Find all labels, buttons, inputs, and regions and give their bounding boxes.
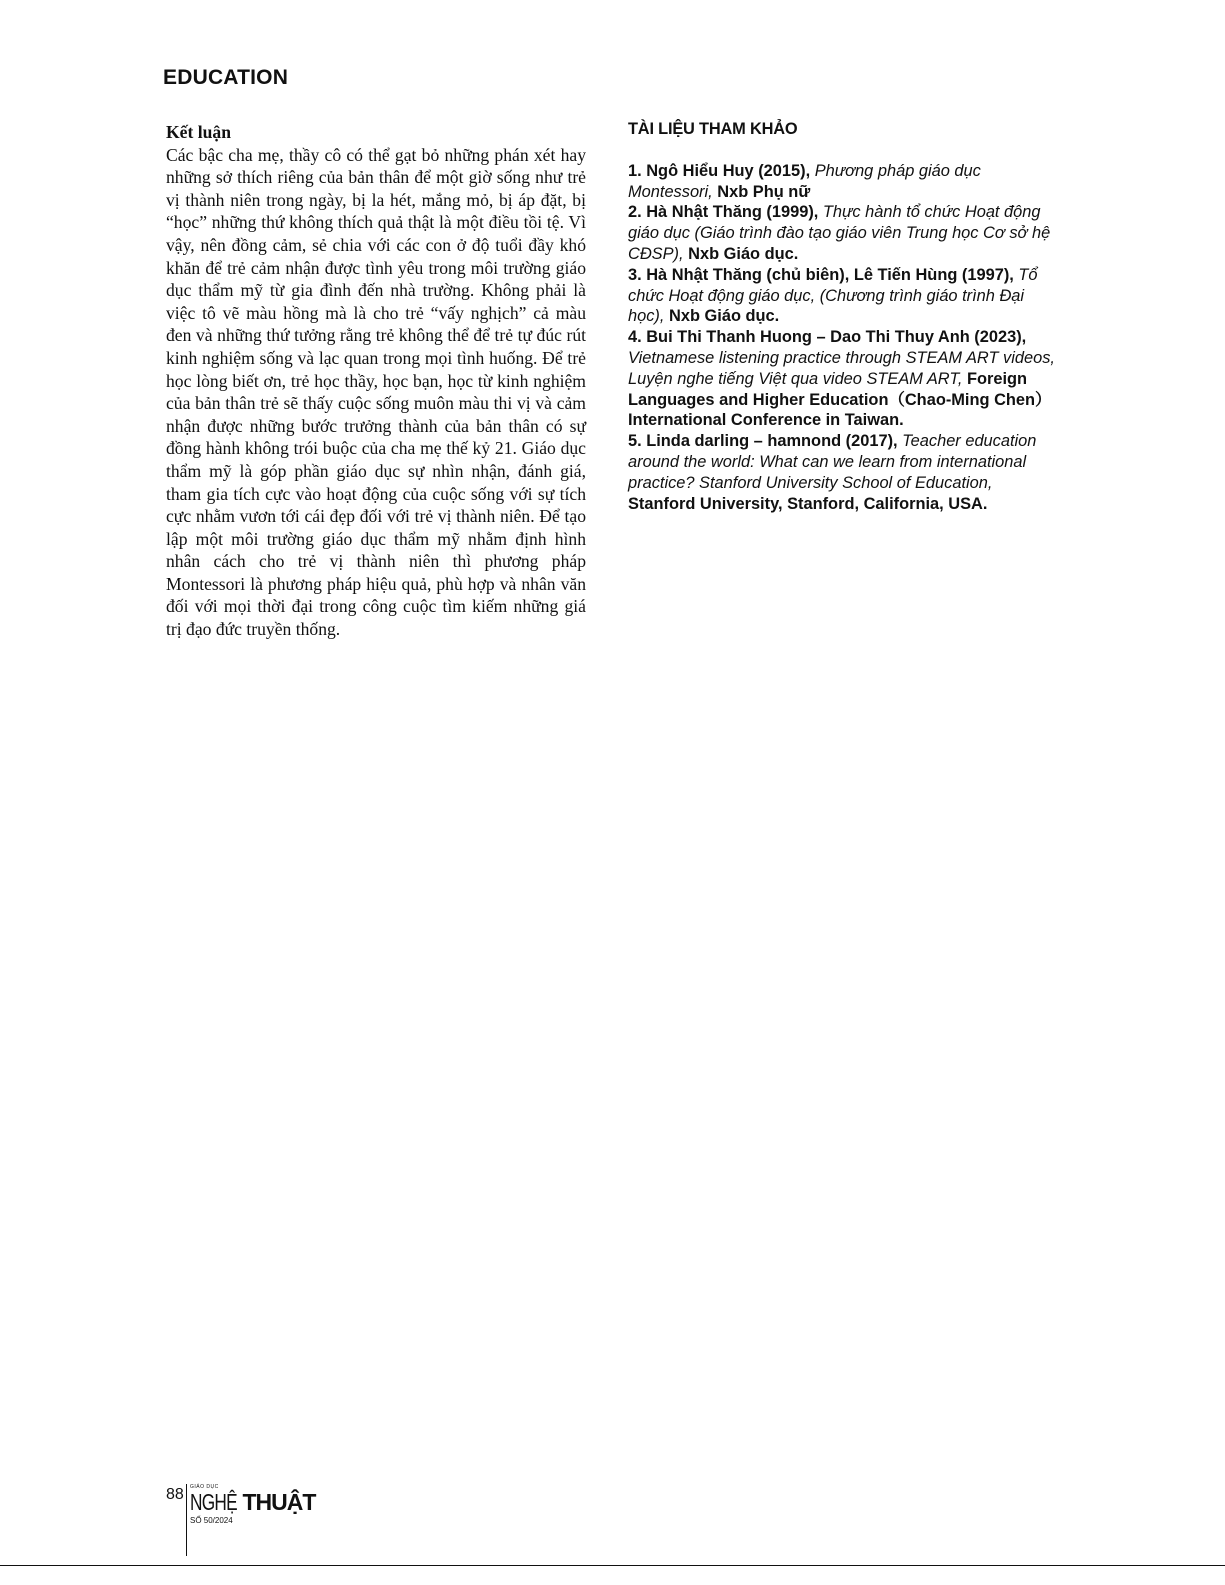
conclusion-paragraph: Các bậc cha mẹ, thầy cô có thể gạt bỏ những phán xét hay những sở thích riêng của bản thân để một giờ sống như trẻ vị thành niên trong ngày, bị la hét, mắng mỏ, bị áp đặt, bị “học” những thứ không thích quả thật là một điều tồi tệ. Vì vậy, nên đồng cảm, sẻ chia với các con ở độ tuổi đầy khó khăn để trẻ cảm nhận được tình yêu trong môi trường giáo dục thẩm mỹ từ gia đình đến nhà trường. Không phải là việc tô vẽ màu hồng mà là cho trẻ “vấy nghịch” cả màu đen và những thứ tưởng rằng trẻ không thể để trẻ tự đúc rút kinh nghiệm sống và lạc quan trong mọi tình huống. Để trẻ học lòng biết ơn, trẻ học thầy, học bạn, học từ kinh nghiệm của bản thân trẻ sẽ thấy cuộc sống muôn màu thi vị và cảm nhận được những bước trưởng thành của bản thân có sự đồng hành không trói buộc của cha mẹ thế kỷ 21. Giáo dục thẩm mỹ là góp phần giáo dục sự nhìn nhận, đánh giá, tham gia tích cực vào hoạt động của cuộc sống với sự tích cực nhằm vươn tới cái đẹp đối với trẻ vị thành niên. Để tạo lập một môi trường giáo dục thẩm mỹ nhằm định hình nhân cách cho trẻ vị thành niên thì phương pháp Montessori là phương pháp hiệu quả, phù hợp và nhân văn đối với mọi thời đại trong công cuộc tìm kiếm những giá trị đạo đức truyền thống. (166, 144, 586, 640)
section-label: EDUCATION (163, 66, 289, 89)
reference-title: Thực hành tổ chức Hoạt động giáo dục (Giáo trình đào tạo giáo viên Trung học Cơ sở hệ CĐSP), (628, 203, 1051, 263)
reference-publisher: Nxb Phụ nữ (712, 182, 811, 201)
magazine-name (190, 1489, 316, 1515)
reference-publisher: Nxb Giáo dục. (664, 307, 780, 326)
reference-title: Teacher education around the world: What can we learn from international practice? Stanford University School of Education, (628, 432, 1037, 492)
reference-title: Vietnamese listening practice through STEAM ART videos, Luyện nghe tiếng Việt qua video STEAM ART, (628, 348, 1055, 388)
issue-number: SỐ 50/2024 (190, 1516, 233, 1525)
references-section (628, 119, 1058, 514)
magazine-name-part2: THUẬT (242, 1489, 316, 1515)
reference-item (628, 161, 1058, 203)
conclusion-heading: Kết luận (166, 122, 232, 142)
conclusion-section (166, 121, 586, 641)
magazine-small-label: GIÁO DỤC (190, 1484, 219, 1490)
reference-publisher: Stanford University, Stanford, California, USA. (628, 494, 988, 513)
reference-title: Tổ chức Hoạt động giáo dục, (Chương trình giáo trình Đại học), (628, 265, 1038, 326)
reference-author: 5. Linda darling – hamnond (2017), (628, 432, 898, 451)
bottom-rule (0, 1565, 1225, 1566)
reference-item (628, 431, 1058, 514)
reference-author: 4. Bui Thi Thanh Huong – Dao Thi Thuy Anh (2023), (628, 328, 1027, 347)
references-heading: TÀI LIỆU THAM KHẢO (628, 120, 798, 138)
reference-publisher: Nxb Giáo dục. (683, 244, 799, 263)
reference-author: 3. Hà Nhật Thăng (chủ biên), Lê Tiến Hùng (1997), (628, 265, 1014, 284)
page-number: 88 (166, 1486, 184, 1503)
reference-author: 2. Hà Nhật Thăng (1999), (628, 203, 819, 222)
footer-divider (186, 1484, 187, 1556)
magazine-name-part1: NGHỆ (190, 1489, 237, 1515)
magazine-logo (190, 1484, 316, 1525)
reference-publisher: Foreign Languages and Higher Education（Chao-Ming Chen）International Conference in Taiwan. (628, 369, 1052, 430)
reference-item (628, 265, 1058, 327)
reference-author: 1. Ngô Hiểu Huy (2015), (628, 161, 811, 180)
reference-item (628, 327, 1058, 431)
reference-item (628, 202, 1058, 264)
reference-title: Phương pháp giáo dục Montessori, (628, 161, 981, 201)
